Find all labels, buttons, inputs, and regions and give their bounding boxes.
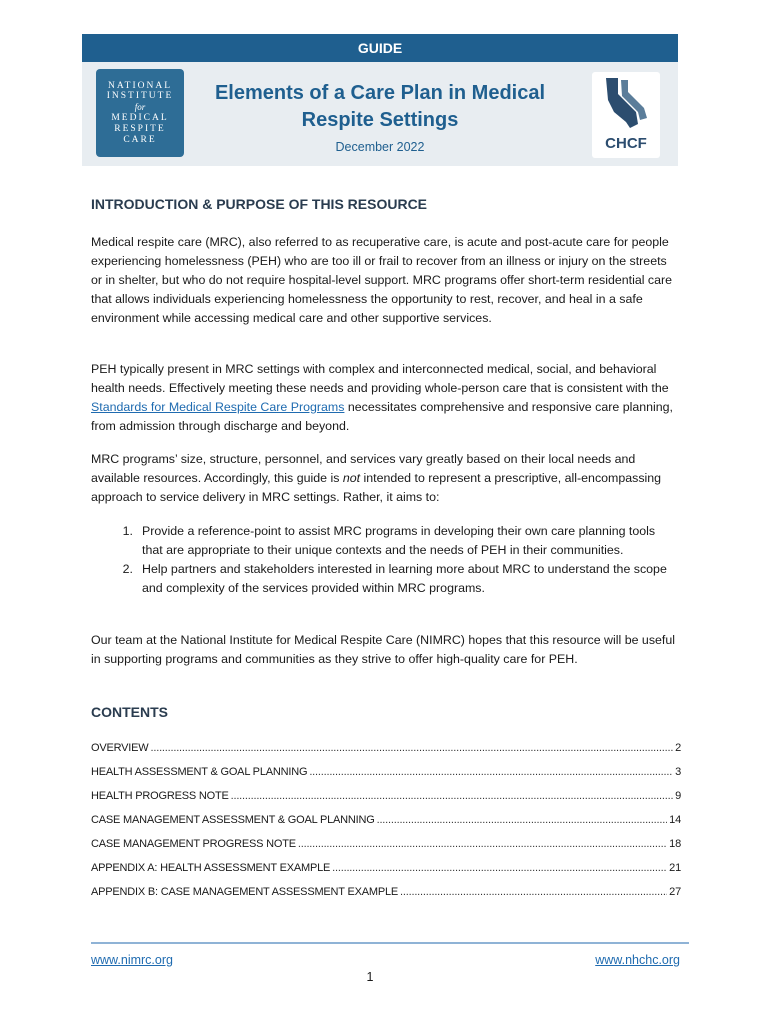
guide-label: GUIDE [357, 40, 403, 56]
toc-leader [231, 790, 673, 802]
page-number: 1 [366, 970, 374, 984]
intro-paragraph-3 [91, 450, 675, 507]
nimrc-logo-line: INSTITUTE [106, 91, 174, 102]
intro-paragraph-2 [91, 360, 675, 436]
nimrc-logo-line: RESPITE [114, 123, 166, 134]
toc-label: APPENDIX B: CASE MANAGEMENT ASSESSMENT EXAMPLE [91, 886, 399, 898]
toc-entry-health-progress-note[interactable] [91, 790, 681, 814]
paragraph-text: intended to represent a prescriptive, all-encompassing approach to service delivery in MRC settings. Rather, it aims to: [91, 471, 662, 504]
intro-paragraph-1: Medical respite care (MRC), also referred to as recuperative care, is acute and post-acute care for people experiencing homelessness (PEH) who are too ill or frail to recover from an illness or injury on the streets or in shelter, but who do not require hospital-level support. MRC programs offer short-term residential care that allows individuals experiencing homelessness the opportunity to rest, recover, and heal in a safe environment while accessing medical care and other supportive services. [91, 235, 673, 325]
paragraph-text: MRC programs’ size, structure, personnel, and services vary greatly based on their local needs and available resources. Accordingly, this guide is [91, 452, 636, 485]
list-text: Provide a reference-point to assist MRC programs in developing their own care planning tools that are appropriate to their unique contexts and the needs of PEH in their communities. [142, 524, 656, 557]
guide-banner [82, 34, 678, 62]
list-text: Help partners and stakeholders interested in learning more about MRC to understand the scope and complexity of the services provided within MRC programs. [142, 562, 667, 595]
document-date: December 2022 [335, 140, 425, 154]
toc-entry-case-management-progress-note[interactable] [91, 838, 681, 862]
nimrc-logo-line: CARE [123, 134, 157, 145]
toc-label: HEALTH ASSESSMENT & GOAL PLANNING [91, 766, 308, 778]
toc-leader [377, 814, 668, 826]
contents-heading: CONTENTS [91, 704, 168, 720]
list-item [91, 560, 681, 598]
paragraph-text: necessitates comprehensive and responsive care planning, from admission through discharge and beyond. [91, 400, 673, 433]
toc-label: APPENDIX A: HEALTH ASSESSMENT EXAMPLE [91, 862, 331, 874]
chcf-logo-text: CHCF [605, 135, 647, 152]
nimrc-logo-line: MEDICAL [111, 112, 169, 123]
toc-page-number: 21 [669, 862, 681, 874]
list-number: 2. [122, 562, 133, 576]
intro-paragraph-4: Our team at the National Institute for Medical Respite Care (NIMRC) hopes that this resource will be useful in supporting programs and communities as they strive to offer high-quality care for PEH. [91, 633, 675, 666]
toc-leader [298, 838, 667, 850]
toc-label: OVERVIEW [91, 742, 149, 754]
toc-label: CASE MANAGEMENT ASSESSMENT & GOAL PLANNING [91, 814, 375, 826]
toc-page-number: 2 [675, 742, 681, 754]
document-title [200, 80, 560, 134]
footer-divider [91, 942, 689, 944]
paragraph-text: PEH typically present in MRC settings with complex and interconnected medical, social, and behavioral health needs. Effectively meeting these needs and providing whole-person care that is consistent with the [91, 362, 669, 395]
toc-entry-appendix-b[interactable] [91, 886, 681, 910]
standards-link[interactable]: Standards for Medical Respite Care Programs [91, 400, 345, 414]
list-number: 1. [122, 524, 133, 538]
california-map-icon [592, 72, 660, 134]
toc-page-number: 18 [669, 838, 681, 850]
title-line-1: Elements of a Care Plan in Medical [214, 82, 546, 104]
toc-leader [309, 766, 673, 778]
toc-leader [151, 742, 674, 754]
emphasis-text: not [342, 471, 361, 485]
toc-leader [332, 862, 667, 874]
toc-entry-appendix-a[interactable] [91, 862, 681, 886]
toc-entry-overview[interactable] [91, 742, 681, 766]
aims-list [91, 522, 681, 598]
list-item [91, 522, 681, 560]
chcf-logo [592, 72, 660, 158]
toc-page-number: 14 [669, 814, 681, 826]
toc-page-number: 3 [675, 766, 681, 778]
title-line-2: Respite Settings [301, 109, 459, 131]
toc-page-number: 9 [675, 790, 681, 802]
table-of-contents [91, 742, 681, 910]
toc-leader [400, 886, 667, 898]
toc-entry-case-management-assessment[interactable] [91, 814, 681, 838]
nimrc-logo [96, 69, 184, 157]
toc-entry-health-assessment[interactable] [91, 766, 681, 790]
nimrc-website-link[interactable]: www.nimrc.org [91, 953, 173, 967]
nhchc-website-link[interactable]: www.nhchc.org [595, 953, 680, 967]
toc-label: CASE MANAGEMENT PROGRESS NOTE [91, 838, 296, 850]
toc-page-number: 27 [669, 886, 681, 898]
intro-heading: INTRODUCTION & PURPOSE OF THIS RESOURCE [91, 196, 428, 212]
nimrc-logo-line: for [134, 102, 146, 113]
nimrc-logo-line: NATIONAL [107, 80, 173, 91]
toc-label: HEALTH PROGRESS NOTE [91, 790, 229, 802]
